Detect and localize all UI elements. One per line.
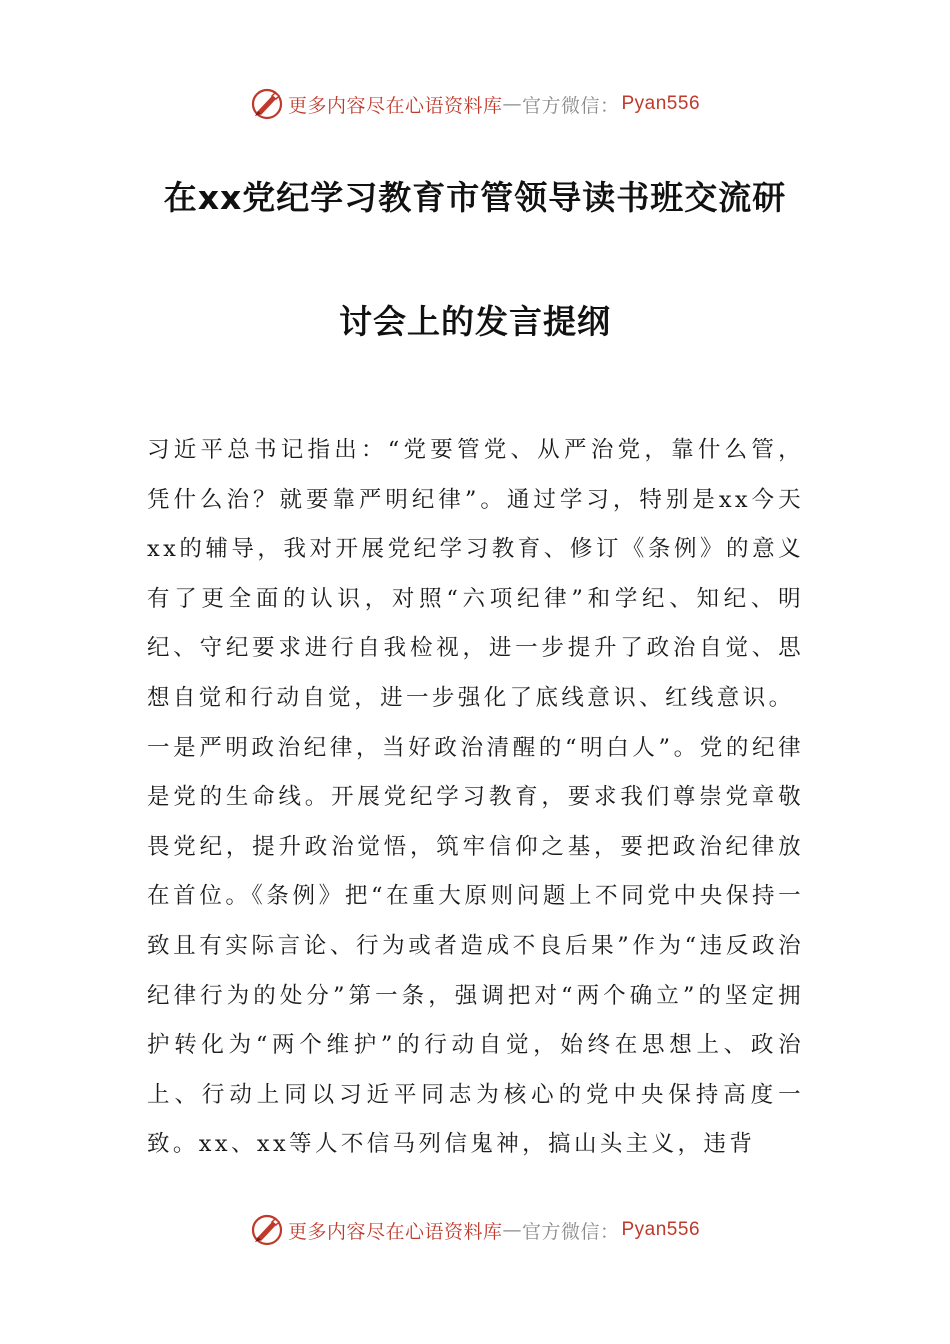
watermark-wechat-id: Pyan556	[621, 93, 701, 114]
pen-logo-icon	[250, 1213, 284, 1247]
paragraph-point-one: 一是严明政治纪律，当好政治清醒的“明白人”。党的纪律是党的生命线。开展党纪学习教育，要求我们尊崇党章敬畏党纪，提升政治觉悟，筑牢信仰之基，要把政治纪律放在首位。《条例》把“在重大原则问题上不同党中央保持一致且有实际言论、行为或者造成不良后果”作为“违反政治纪律行为的处分”第一条，强调把对“两个确立”的坚定拥护转化为“两个维护”的行动自觉，始终在思想上、政治上、行动上同以习近平同志为核心的党中央保持高度一致。xx、xx等人不信马列信鬼神，搞山头主义，违背	[147, 734, 804, 1158]
watermark-separator: —	[502, 93, 522, 115]
footer-watermark	[0, 1210, 950, 1250]
watermark-wechat-id: Pyan556	[621, 1219, 701, 1240]
header-watermark	[0, 84, 950, 124]
watermark-brand: 更多内容尽在心语资料库	[287, 1220, 503, 1243]
document-body	[147, 426, 804, 1170]
watermark-official-label: 官方微信：	[521, 1220, 620, 1243]
watermark-official-label: 官方微信：	[521, 94, 620, 117]
pen-logo-icon	[250, 87, 284, 121]
paragraph-intro: 习近平总书记指出：“党要管党、从严治党，靠什么管，凭什么治？就要靠严明纪律”。通过学习，特别是xx今天xx的辅导，我对开展党纪学习教育、修订《条例》的意义有了更全面的认识，对照“六项纪律”和学纪、知纪、明纪、守纪要求进行自我检视，进一步提升了政治自觉、思想自觉和行动自觉，进一步强化了底线意识、红线意识。	[147, 437, 804, 711]
document-title-line-2: 讨会上的发言提纲	[339, 302, 611, 341]
watermark-separator: —	[502, 1219, 522, 1241]
watermark-brand: 更多内容尽在心语资料库	[287, 94, 503, 117]
document-title-line-1: 在xx党纪学习教育市管领导读书班交流研	[163, 178, 787, 217]
